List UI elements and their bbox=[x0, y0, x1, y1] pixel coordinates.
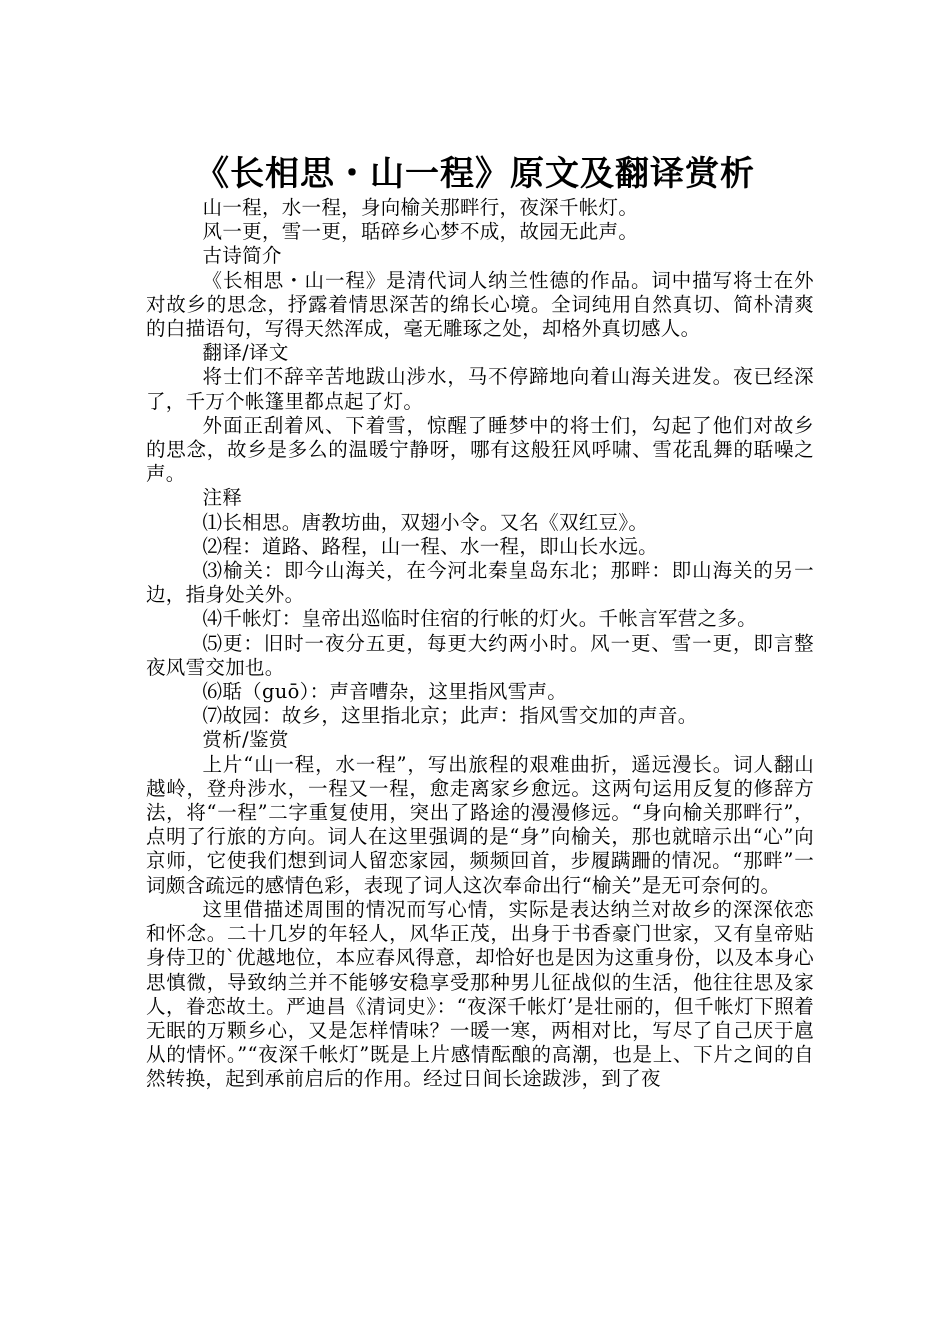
appreciation-paragraph-1: 上片“山一程，水一程”，写出旅程的艰难曲折，遥远漫长。词人翻山越岭，登舟涉水，一程又一程，愈走离家乡愈远。这两句运用反复的修辞方法，将“一程”二字重复使用，突出了路途的漫漫修远。“身向榆关那畔行”，点明了行旅的方向。词人在这里强调的是“身”向榆关，那也就暗示出“心”向京师，它使我们想到词人留恋家园，频频回首，步履蹒跚的情况。“那畔”一词颇含疏远的感情色彩，表现了词人这次奉命出行“榆关”是无可奈何的。 bbox=[146, 752, 814, 897]
poem-line-1: 山一程，水一程，身向榆关那畔行，夜深千帐灯。 bbox=[202, 196, 639, 219]
note-item-2: ⑵程：道路、路程，山一程、水一程，即山长水远。 bbox=[202, 534, 658, 558]
document-body bbox=[146, 196, 814, 1092]
appreciation-paragraph-2: 这里借描述周围的情况而写心情，实际是表达纳兰对故乡的深深依恋和怀念。二十几岁的年轻人，风华正茂，出身于书香豪门世家，又有皇帝贴身侍卫的`优越地位，本应春风得意，却恰好也是因为这重身份，以及本身心思慎微，导致纳兰并不能够安稳享受那种男儿征战似的生活，他往往思及家人，眷恋故土。严迪昌《清词史》：“夜深千帐灯’是壮丽的，但千帐灯下照着无眠的万颗乡心，又是怎样情味？一暖一寒，两相对比，写尽了自己厌于扈从的情怀。”“夜深千帐灯”既是上片感情酝酿的高潮，也是上、下片之间的自然转换，起到承前启后的作用。经过日间长途跋涉，到了夜 bbox=[146, 897, 814, 1091]
intro-paragraph: 《长相思・山一程》是清代词人纳兰性德的作品。词中描写将士在外对故乡的思念，抒露着情思深苦的绵长心境。全词纯用自然真切、简朴清爽的白描语句，写得天然浑成，毫无雕琢之处，却格外真切感人。 bbox=[146, 268, 814, 341]
note-item-6: ⑹聒（guō）：声音嘈杂，这里指风雪声。 bbox=[202, 680, 568, 704]
note-item-3: ⑶榆关：即今山海关，在今河北秦皇岛东北；那畔：即山海关的另一边，指身处关外。 bbox=[146, 559, 814, 607]
section-heading-appreciation: 赏析/鉴赏 bbox=[202, 728, 289, 752]
section-heading-translation: 翻译/译文 bbox=[202, 341, 289, 365]
note-item-5: ⑸更：旧时一夜分五更，每更大约两小时。风一更、雪一更，即言整夜风雪交加也。 bbox=[146, 631, 814, 679]
section-heading-notes: 注释 bbox=[202, 486, 243, 510]
translation-paragraph-2: 外面正刮着风、下着雪，惊醒了睡梦中的将士们，勾起了他们对故乡的思念，故乡是多么的温暖宁静呀，哪有这般狂风呼啸、雪花乱舞的聒噪之声。 bbox=[146, 413, 814, 486]
translation-paragraph-1: 将士们不辞辛苦地跋山涉水，马不停蹄地向着山海关进发。夜已经深了，千万个帐篷里都点起了灯。 bbox=[146, 365, 814, 413]
poem-line-2: 风一更，雪一更，聒碎乡心梦不成，故园无此声。 bbox=[202, 220, 639, 244]
note-item-1: ⑴长相思。唐教坊曲，双翅小令。又名《双红豆》。 bbox=[202, 510, 649, 534]
note-item-4: ⑷千帐灯：皇帝出巡临时住宿的行帐的灯火。千帐言军营之多。 bbox=[202, 607, 757, 631]
note-item-7: ⑺故园：故乡，这里指北京；此声：指风雪交加的声音。 bbox=[202, 704, 698, 728]
section-heading-intro: 古诗简介 bbox=[202, 244, 282, 268]
document-title: 《长相思・山一程》原文及翻译赏析 bbox=[195, 153, 755, 194]
